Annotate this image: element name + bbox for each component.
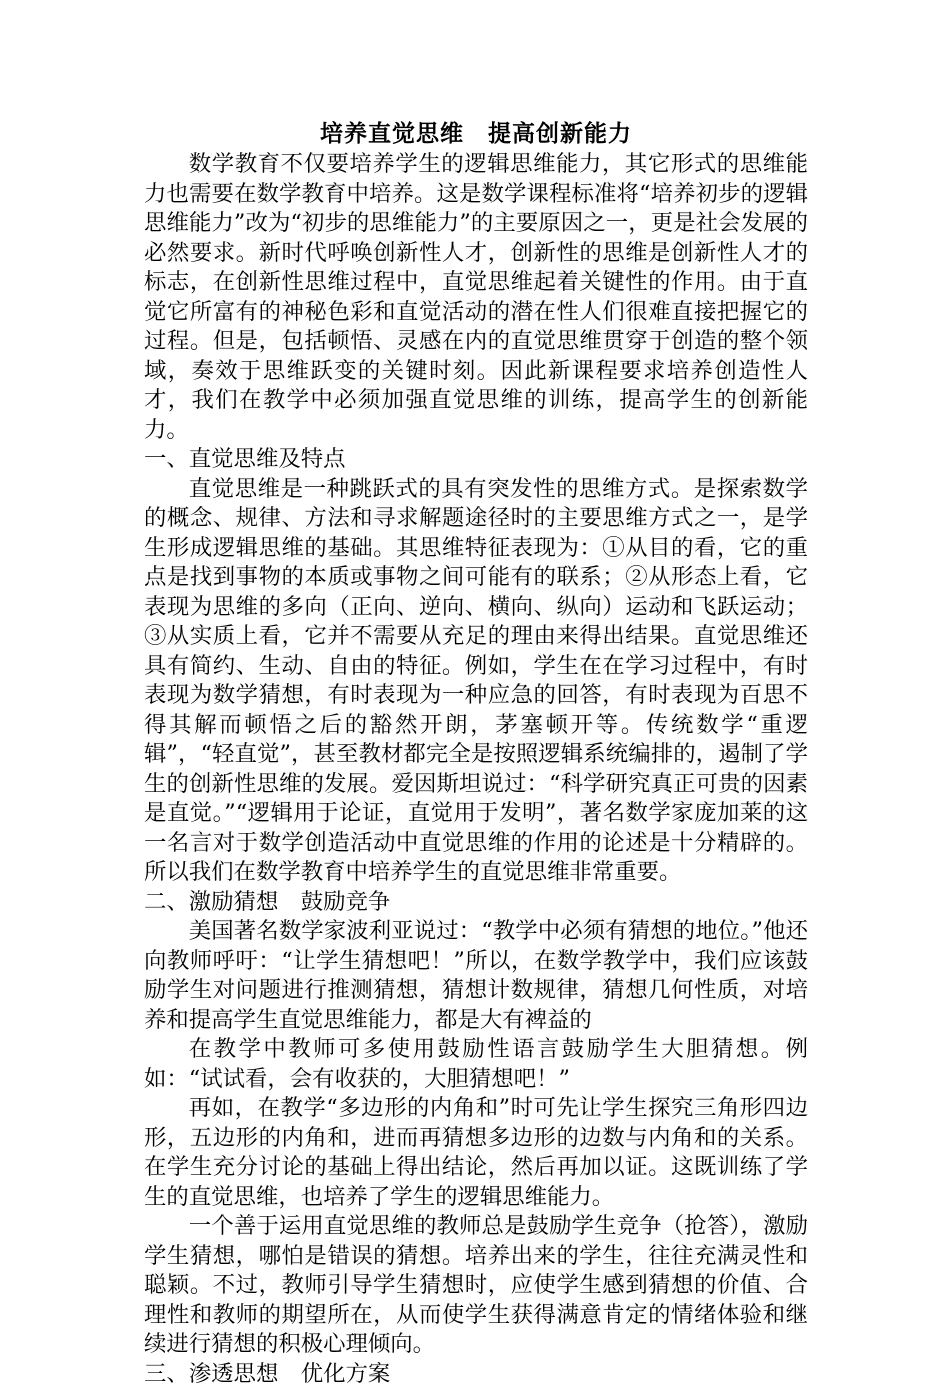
document-page [144,118,808,1389]
paragraph: 一个善于运用直觉思维的教师总是鼓励学生竞争（抢答），激励学生猜想，哪怕是错误的猜想。培养出来的学生，往往充满灵性和聪颖。不过，教师引导学生猜想时，应使学生感到猜想的价值、合理性和教师的期望所在，从而使学生获得满意肯定的情绪体验和继续进行猜想的积极心理倾向。 [144,1212,808,1360]
paragraph: 再如，在教学“多边形的内角和”时可先让学生探究三角形四边形，五边形的内角和，进而再猜想多边形的边数与内角和的关系。在学生充分讨论的基础上得出结论，然后再加以证。这既训练了学生的直觉思维，也培养了学生的逻辑思维能力。 [144,1094,808,1212]
paragraph: 在教学中教师可多使用鼓励性语言鼓励学生大胆猜想。例如：“试试看，会有收获的，大胆猜想吧！” [144,1035,808,1094]
document-body [144,150,808,1389]
section-heading: 三、渗透思想 优化方案 [144,1360,808,1389]
section-heading: 二、激励猜想 鼓励竞争 [144,888,808,918]
paragraph: 数学教育不仅要培养学生的逻辑思维能力，其它形式的思维能力也需要在数学教育中培养。这是数学课程标准将“培养初步的逻辑思维能力”改为“初步的思维能力”的主要原因之一，更是社会发展的必然要求。新时代呼唤创新性人才，创新性的思维是创新性人才的标志，在创新性思维过程中，直觉思维起着关键性的作用。由于直觉它所富有的神秘色彩和直觉活动的潜在性人们很难直接把握它的过程。但是，包括顿悟、灵感在内的直觉思维贯穿于创造的整个领域，奏效于思维跃变的关键时刻。因此新课程要求培养创造性人才，我们在教学中必须加强直觉思维的训练，提高学生的创新能力。 [144,150,808,445]
document-title: 培养直觉思维 提高创新能力 [144,118,808,150]
section-heading: 一、直觉思维及特点 [144,445,808,475]
paragraph: 直觉思维是一种跳跃式的具有突发性的思维方式。是探索数学的概念、规律、方法和寻求解题途径时的主要思维方式之一，是学生形成逻辑思维的基础。其思维特征表现为：①从目的看，它的重点是找到事物的本质或事物之间可能有的联系；②从形态上看，它表现为思维的多向（正向、逆向、横向、纵向）运动和飞跃运动；③从实质上看，它并不需要从充足的理由来得出结果。直觉思维还具有简约、生动、自由的特征。例如，学生在在学习过程中，有时表现为数学猜想，有时表现为一种应急的回答，有时表现为百思不得其解而顿悟之后的豁然开朗，茅塞顿开等。传统数学“重逻辑”，“轻直觉”，甚至教材都完全是按照逻辑系统编排的，遏制了学生的创新性思维的发展。爱因斯坦说过：“科学研究真正可贵的因素是直觉。”“逻辑用于论证，直觉用于发明”，著名数学家庞加莱的这一名言对于数学创造活动中直觉思维的作用的论述是十分精辟的。所以我们在数学教育中培养学生的直觉思维非常重要。 [144,475,808,888]
paragraph: 美国著名数学家波利亚说过：“教学中必须有猜想的地位。”他还向教师呼吁：“让学生猜想吧！”所以，在数学教学中，我们应该鼓励学生对问题进行推测猜想，猜想计数规律，猜想几何性质，对培养和提高学生直觉思维能力，都是大有裨益的 [144,917,808,1035]
